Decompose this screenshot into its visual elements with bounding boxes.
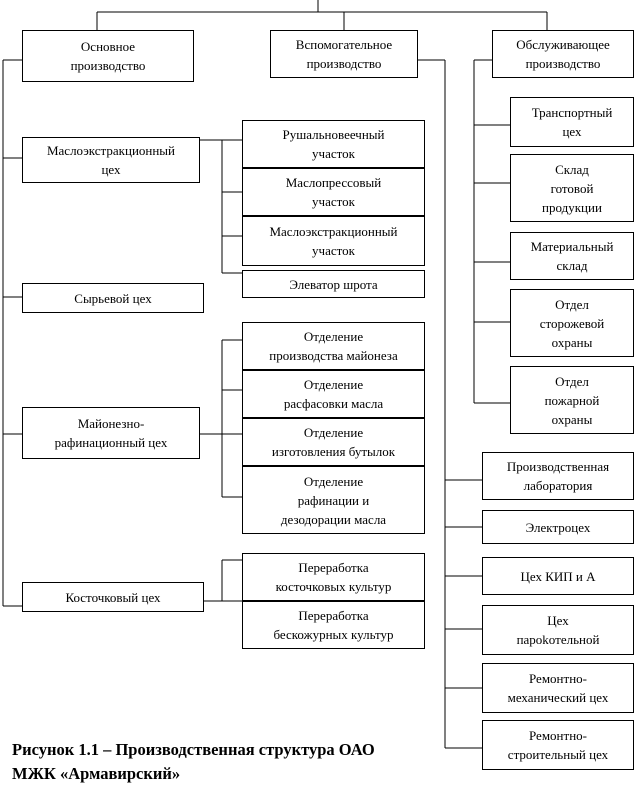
stone-fruit-processing-box: Переработка косточковых культур — [242, 553, 425, 601]
electrical-shop-box: Электроцех — [482, 510, 634, 544]
hulless-crops-processing-box: Переработка бескожурных культур — [242, 601, 425, 649]
raw-materials-shop-box: Сырьевой цех — [22, 283, 204, 313]
security-guard-dept-box: Отдел сторожевой охраны — [510, 289, 634, 357]
bottle-making-dept-box: Отделение изготовления бутылок — [242, 418, 425, 466]
construction-repair-shop-box: Ремонтно- строительный цех — [482, 720, 634, 770]
extraction-unit-box: Маслоэкстракционный участок — [242, 216, 425, 266]
mechanical-repair-shop-box: Ремонтно- механический цех — [482, 663, 634, 713]
production-lab-box: Производственная лаборатория — [482, 452, 634, 500]
auxiliary-production-box: Вспомогательное производство — [270, 30, 418, 78]
oil-packing-dept-box: Отделение расфасовки масла — [242, 370, 425, 418]
hulling-unit-box: Рушальновеечный участок — [242, 120, 425, 168]
instrumentation-shop-box: Цех КИП и А — [482, 557, 634, 595]
oil-extraction-shop-box: Маслоэкстракционный цех — [22, 137, 200, 183]
refining-deodorization-dept-box: Отделение рафинации и дезодорации масла — [242, 466, 425, 534]
fire-safety-dept-box: Отдел пожарной охраны — [510, 366, 634, 434]
materials-warehouse-box: Материальный склад — [510, 232, 634, 280]
mayo-refining-shop-box: Майонезно- рафинационный цех — [22, 407, 200, 459]
boiler-shop-box: Цех пароkотельной — [482, 605, 634, 655]
finished-goods-warehouse-box: Склад готовой продукции — [510, 154, 634, 222]
meal-elevator-box: Элеватор шрота — [242, 270, 425, 298]
main-production-box: Основное производство — [22, 30, 194, 82]
figure-caption: Рисунок 1.1 – Производственная структура ОАО МЖК «Армавирский» — [12, 740, 375, 783]
mayo-production-dept-box: Отделение производства майонеза — [242, 322, 425, 370]
stone-fruit-shop-box: Косточковый цех — [22, 582, 204, 612]
service-production-box: Обслуживающее производство — [492, 30, 634, 78]
press-unit-box: Маслопрессовый участок — [242, 168, 425, 216]
transport-shop-box: Транспортный цех — [510, 97, 634, 147]
